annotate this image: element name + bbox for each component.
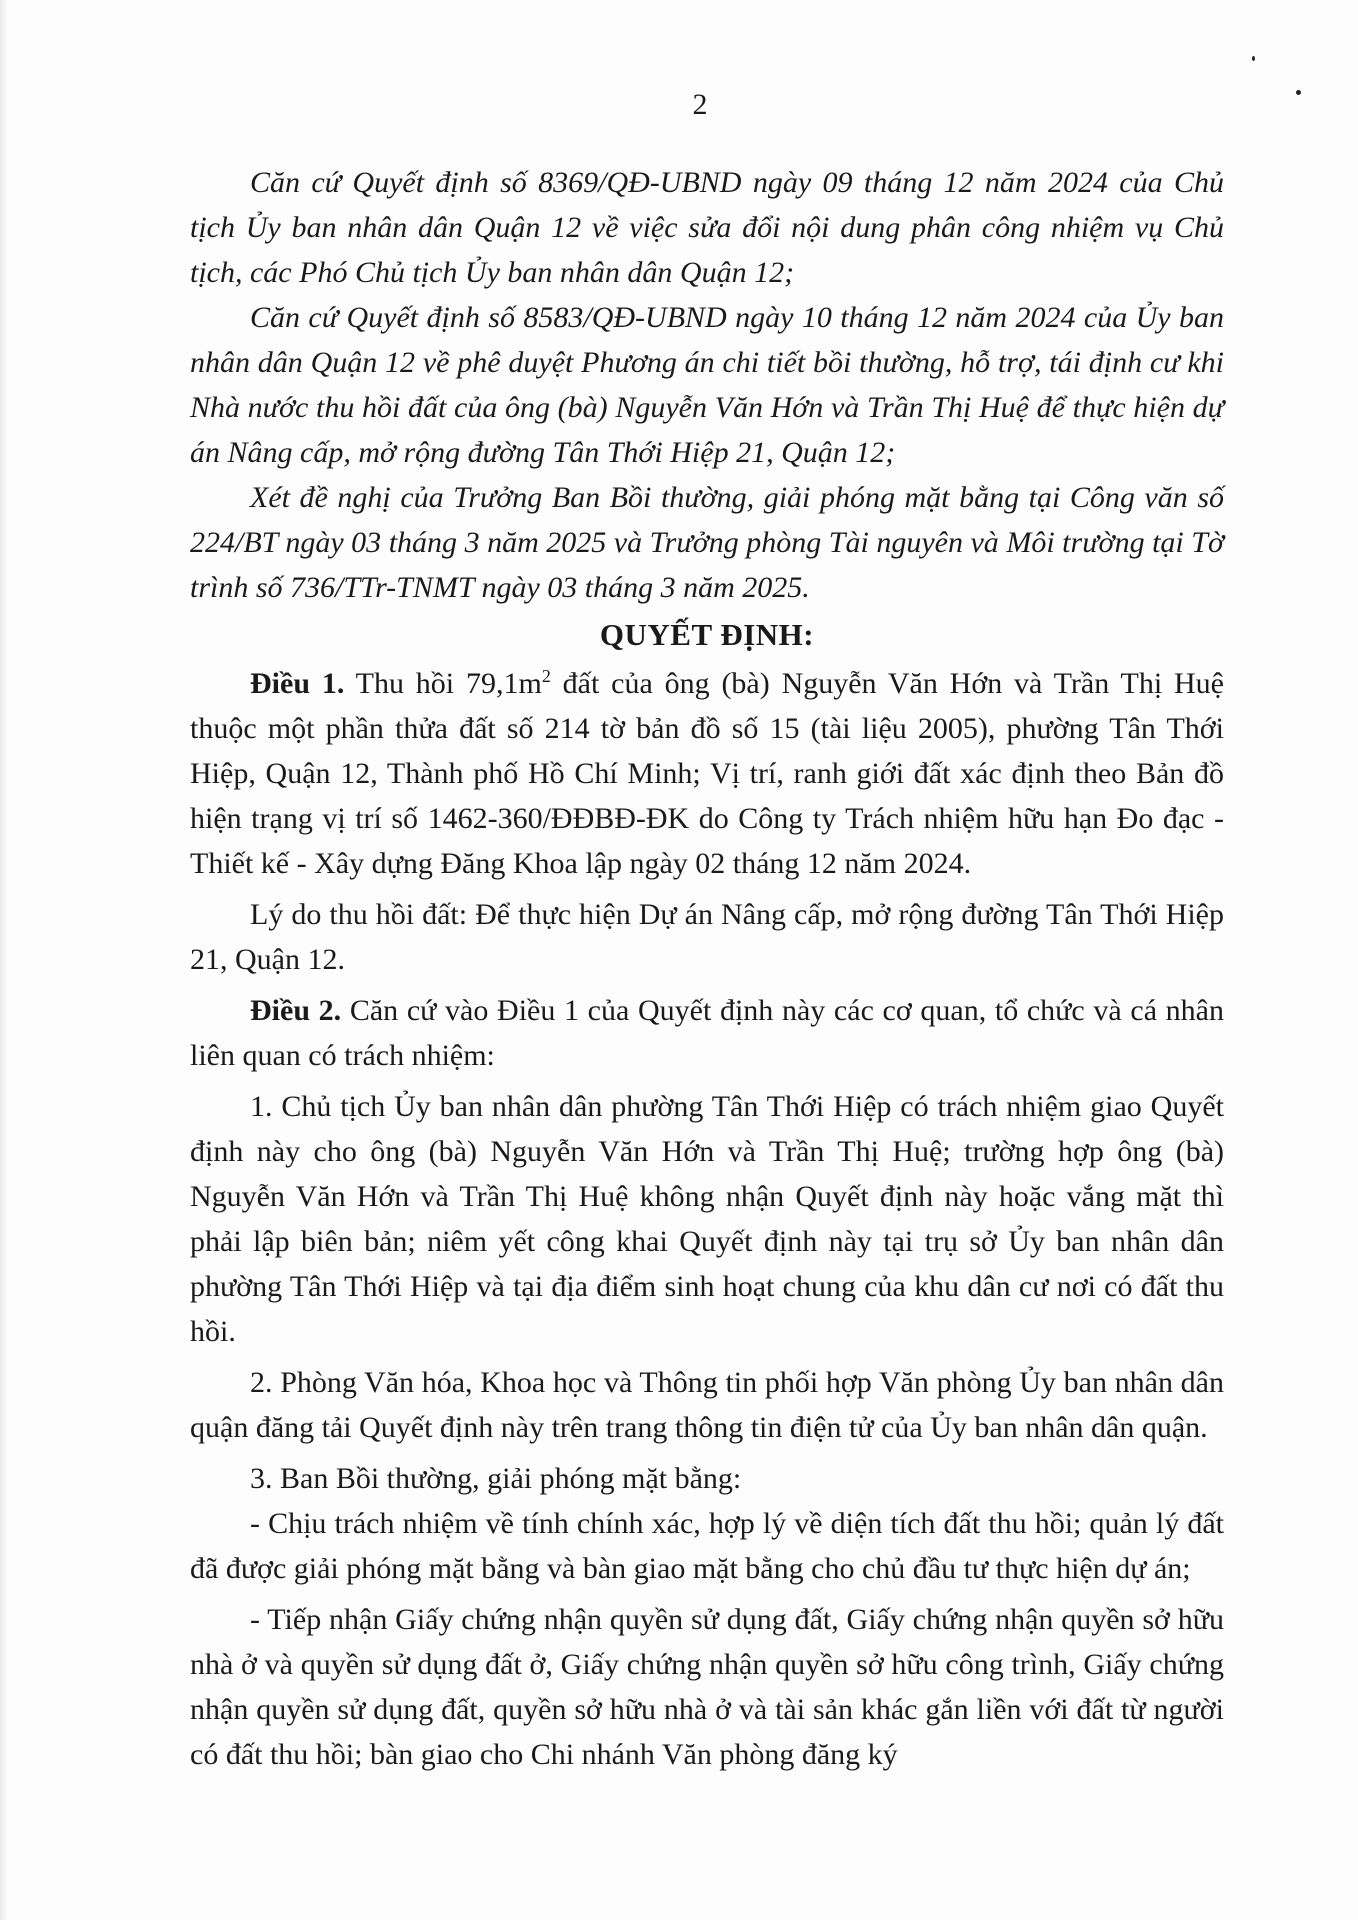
article-1-text-b: đất của ông (bà) Nguyễn Văn Hớn và Trần Thị Huệ thuộc một phần thửa đất số 214 tờ bản đồ số 15 (tài liệu 2005), phường Tân Thới Hiệp, Quận 12, Thành phố Hồ Chí Minh; Vị trí, ranh giới đất xác định theo Bản đồ hiện trạng vị trí số 1462-360/ĐĐBĐ-ĐK do Công ty Trách nhiệm hữu hạn Đo đạc - Thiết kế - Xây dựng Đăng Khoa lập ngày 02 tháng 12 năm 2024. (190, 667, 1224, 880)
article-2-label: Điều 2. (250, 994, 342, 1027)
area-unit-superscript: 2 (541, 666, 551, 686)
article-2-item-2: 2. Phòng Văn hóa, Khoa học và Thông tin phối hợp Văn phòng Ủy ban nhân dân quận đăng tải Quyết định này trên trang thông tin điện tử của Ủy ban nhân dân quận. (190, 1366, 1224, 1444)
page-number: 2 (692, 88, 708, 121)
article-2-intro: Căn cứ vào Điều 1 của Quyết định này các cơ quan, tổ chức và cá nhân liên quan có trách nhiệm: (190, 994, 1225, 1072)
scan-edge-shadow (0, 0, 8, 1920)
article-2 (190, 988, 1224, 1078)
article-1-text-a: Thu hồi 79,1m (344, 667, 542, 700)
article-1 (190, 661, 1224, 886)
article-1-label: Điều 1. (250, 667, 345, 700)
decision-title: QUYẾT ĐỊNH: (599, 617, 815, 652)
preamble-basis-8583: Căn cứ Quyết định số 8583/QĐ-UBND ngày 10 tháng 12 năm 2024 của Ủy ban nhân dân Quận 12 về phê duyệt Phương án chi tiết bồi thường, hỗ trợ, tái định cư khi Nhà nước thu hồi đất của ông (bà) Nguyễn Văn Hớn và Trần Thị Huệ để thực hiện dự án Nâng cấp, mở rộng đường Tân Thới Hiệp 21, Quận 12; (190, 301, 1224, 469)
article-2-item-1: 1. Chủ tịch Ủy ban nhân dân phường Tân Thới Hiệp có trách nhiệm giao Quyết định này cho ông (bà) Nguyễn Văn Hớn và Trần Thị Huệ; trường hợp ông (bà) Nguyễn Văn Hớn và Trần Thị Huệ không nhận Quyết định này hoặc vắng mặt thì phải lập biên bản; niêm yết công khai Quyết định này tại trụ sở Ủy ban nhân dân phường Tân Thới Hiệp và tại địa điểm sinh hoạt chung của khu dân cư nơi có đất thu hồi. (190, 1090, 1224, 1348)
preamble-basis-8369: Căn cứ Quyết định số 8369/QĐ-UBND ngày 09 tháng 12 năm 2024 của Chủ tịch Ủy ban nhân dân Quận 12 về việc sửa đổi nội dung phân công nhiệm vụ Chủ tịch, các Phó Chủ tịch Ủy ban nhân dân Quận 12; (190, 166, 1224, 289)
scan-speck (1252, 56, 1255, 61)
article-2-item-3: 3. Ban Bồi thường, giải phóng mặt bằng: (250, 1462, 742, 1495)
article-1-reason: Lý do thu hồi đất: Để thực hiện Dự án Nâng cấp, mở rộng đường Tân Thới Hiệp 21, Quận 12. (190, 898, 1224, 976)
article-2-item-3-duty-1: - Chịu trách nhiệm về tính chính xác, hợp lý về diện tích đất thu hồi; quản lý đất đã được giải phóng mặt bằng và bàn giao mặt bằng cho chủ đầu tư thực hiện dự án; (190, 1507, 1224, 1585)
preamble-proposal: Xét đề nghị của Trưởng Ban Bồi thường, giải phóng mặt bằng tại Công văn số 224/BT ngày 03 tháng 3 năm 2025 và Trưởng phòng Tài nguyên và Môi trường tại Tờ trình số 736/TTr-TNMT ngày 03 tháng 3 năm 2025. (190, 481, 1224, 604)
document-body (190, 160, 1224, 1777)
article-2-item-3-duty-2: - Tiếp nhận Giấy chứng nhận quyền sử dụng đất, Giấy chứng nhận quyền sở hữu nhà ở và quyền sử dụng đất ở, Giấy chứng nhận quyền sở hữu công trình, Giấy chứng nhận quyền sử dụng đất, quyền sở hữu nhà ở và tài sản khác gắn liền với đất từ người có đất thu hồi; bàn giao cho Chi nhánh Văn phòng đăng ký (190, 1603, 1224, 1771)
